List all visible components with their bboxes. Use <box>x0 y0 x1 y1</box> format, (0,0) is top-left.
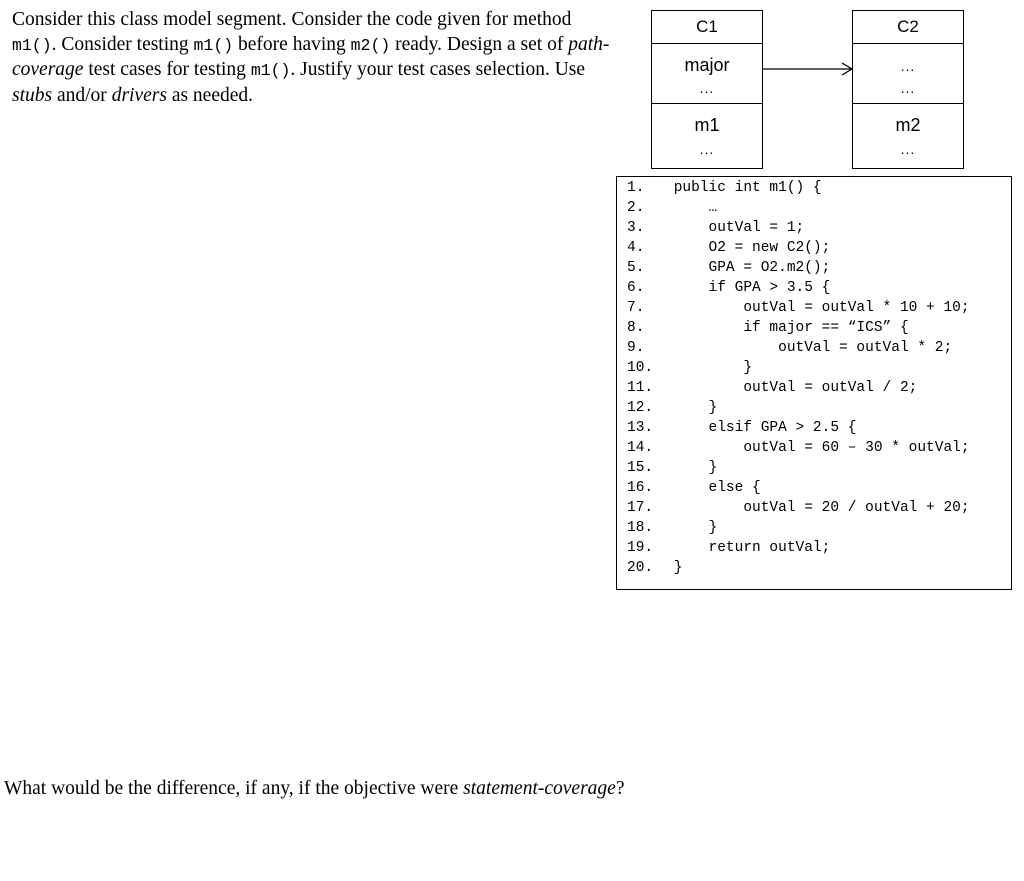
followup-part: What would be the difference, if any, if the objective were <box>4 778 464 799</box>
attribute-ellipsis: ... <box>699 80 715 96</box>
question-part: . Justify your test cases selection. Use <box>290 59 586 80</box>
code-line <box>627 498 970 518</box>
term-path-coverage: path-coverage <box>12 33 610 80</box>
line-text: … <box>665 200 718 216</box>
code-line <box>627 458 717 478</box>
code-line <box>627 518 717 538</box>
code-line <box>627 378 917 398</box>
line-number: 16. <box>627 480 654 496</box>
code-line <box>627 418 856 438</box>
operation-ellipsis: ... <box>699 141 715 157</box>
code-line <box>627 558 682 578</box>
line-number: 14. <box>627 440 654 456</box>
line-number: 11. <box>627 380 654 396</box>
line-text: O2 = new C2(); <box>665 240 831 256</box>
line-text: } <box>665 560 683 576</box>
code-line <box>627 478 761 498</box>
line-number: 12. <box>627 400 654 416</box>
line-number: 15. <box>627 460 654 476</box>
class-name: C1 <box>696 17 718 36</box>
line-number: 19. <box>627 540 654 556</box>
line-text: elsif GPA > 2.5 { <box>665 420 857 436</box>
line-text: outVal = outVal * 2; <box>665 340 953 356</box>
line-number: 4. <box>627 240 645 256</box>
question-part: ready. Design a set of <box>390 33 569 55</box>
line-text: outVal = outVal / 2; <box>665 380 918 396</box>
line-number: 5. <box>627 260 645 276</box>
line-text: else { <box>665 480 761 496</box>
line-text: if GPA > 3.5 { <box>665 280 831 296</box>
class-operation: m2 <box>895 115 921 135</box>
code-line <box>627 338 952 358</box>
question-text <box>12 8 612 108</box>
class-operation: m1 <box>694 115 720 135</box>
term-drivers: drivers <box>111 84 167 106</box>
code-line <box>627 438 970 458</box>
line-number: 10. <box>627 360 654 376</box>
question-part: . Consider testing <box>51 33 194 55</box>
class-attribute: major <box>684 55 730 75</box>
question-part: test cases for testing <box>83 59 251 80</box>
association-arrow <box>762 62 854 76</box>
code-line <box>627 258 830 278</box>
code-line <box>627 538 830 558</box>
line-number: 9. <box>627 340 645 356</box>
line-text: } <box>665 460 718 476</box>
uml-class-c1 <box>651 10 763 169</box>
question-part: as needed. <box>166 84 254 106</box>
term-statement-coverage: statement-coverage <box>463 778 616 799</box>
code-ref-m1: m1() <box>193 35 234 55</box>
line-text: GPA = O2.m2(); <box>665 260 831 276</box>
line-number: 3. <box>627 220 645 236</box>
line-text: } <box>665 400 718 416</box>
code-line <box>627 278 830 298</box>
uml-class-c2 <box>852 10 964 169</box>
question-part: before having <box>233 33 351 55</box>
term-stubs: stubs <box>12 84 53 106</box>
line-text: } <box>665 520 718 536</box>
followup-part: ? <box>615 778 625 799</box>
line-number: 2. <box>627 200 645 216</box>
question-part: and/or <box>52 84 112 106</box>
operation-ellipsis: ... <box>900 141 916 157</box>
line-number: 7. <box>627 300 645 316</box>
line-number: 13. <box>627 420 654 436</box>
line-number: 1. <box>627 180 645 196</box>
line-text: outVal = 1; <box>665 220 805 236</box>
code-ref-m1: m1() <box>12 35 52 55</box>
line-text: outVal = outVal * 10 + 10; <box>665 300 970 316</box>
code-line <box>627 298 970 318</box>
question-paragraph <box>12 8 612 108</box>
line-text: } <box>665 360 753 376</box>
line-text: outVal = 20 / outVal + 20; <box>665 500 970 516</box>
code-line <box>627 238 830 258</box>
line-text: outVal = 60 – 30 * outVal; <box>665 440 970 456</box>
line-text: return outVal; <box>665 540 831 556</box>
code-line <box>627 218 804 238</box>
class-name: C2 <box>897 17 919 36</box>
compartment-divider <box>853 103 963 104</box>
question-part: Consider this class model segment. Consider the code given for method <box>12 9 572 30</box>
line-number: 17. <box>627 500 654 516</box>
line-text: if major == “ICS” { <box>665 320 909 336</box>
attribute-ellipsis: ... <box>900 58 916 74</box>
code-ref-m1: m1() <box>250 61 291 80</box>
line-number: 20. <box>627 560 654 576</box>
followup-paragraph <box>4 777 1004 801</box>
line-number: 6. <box>627 280 645 296</box>
compartment-divider <box>652 103 762 104</box>
code-line <box>627 398 717 418</box>
followup-question <box>4 777 1004 801</box>
code-ref-m2: m2() <box>350 35 391 55</box>
compartment-divider <box>652 43 762 44</box>
line-text: public int m1() { <box>665 180 822 196</box>
compartment-divider <box>853 43 963 44</box>
code-line <box>627 358 752 378</box>
code-line <box>627 198 717 218</box>
code-line <box>627 318 909 338</box>
line-number: 18. <box>627 520 654 536</box>
code-listing <box>616 176 1012 590</box>
attribute-ellipsis: ... <box>900 80 916 96</box>
line-number: 8. <box>627 320 645 336</box>
code-line <box>627 178 822 198</box>
